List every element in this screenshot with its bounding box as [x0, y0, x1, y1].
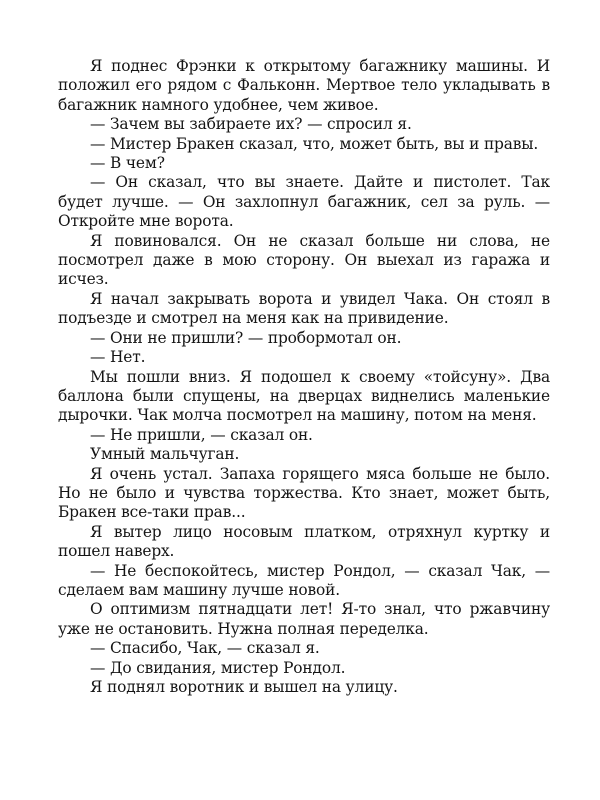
paragraph: Умный мальчуган.	[90, 445, 240, 464]
paragraph: Я поднял воротник и вышел на улицу.	[90, 678, 398, 696]
paragraph: Я начал закрывать ворота и увидел Чака. Он стоял в подъезде и смотрел на меня как на привидение.	[58, 289, 550, 328]
paragraph: Я очень устал. Запаха горящего мяса больше не было. Но не было и чувства торжества. Кто знает, может быть, Бракен все-таки прав...	[58, 464, 550, 522]
paragraph: О оптимизм пятнадцати лет! Я-то знал, что ржавчину уже не остановить. Нужна полная переделка.	[58, 600, 550, 638]
paragraph: — Нет.	[90, 348, 146, 367]
paragraph: — До свидания, мистер Рондол.	[90, 658, 346, 677]
paragraph: — Зачем вы забираете их? — спросил я.	[90, 115, 412, 134]
paragraph: Я поднес Фрэнки к открытому багажнику машины. И положил его рядом с Фальконн. Мертвое тело укладывать в багажник намного удобнее, чем живое.	[58, 57, 550, 114]
paragraph: — Они не пришли? — пробормотал он.	[90, 328, 402, 347]
body-text	[58, 57, 550, 697]
paragraph: — Мистер Бракен сказал, что, может быть, вы и правы.	[90, 134, 539, 153]
paragraph: — В чем?	[90, 154, 165, 173]
paragraph: — Спасибо, Чак, — сказал я.	[90, 639, 320, 658]
paragraph: Мы пошли вниз. Я подошел к своему «тойсуну». Два баллона были спущены, на дверцах виднелись маленькие дырочки. Чак молча посмотрел на машину, потом на меня.	[58, 367, 550, 425]
paragraph: — Не беспокойтесь, мистер Рондол, — сказал Чак, — сделаем вам машину лучше новой.	[58, 561, 550, 599]
paragraph: Я вытер лицо носовым платком, отряхнул куртку и пошел наверх.	[58, 522, 550, 561]
paragraph: — Не пришли, — сказал он.	[90, 425, 313, 444]
paragraph: Я повиновался. Он не сказал больше ни слова, не посмотрел даже в мою сторону. Он выехал из гаража и исчез.	[58, 231, 550, 289]
paragraph: — Он сказал, что вы знаете. Дайте и пистолет. Так будет лучше. — Он захлопнул багажник, сел за руль. — Откройте мне ворота.	[58, 173, 550, 231]
